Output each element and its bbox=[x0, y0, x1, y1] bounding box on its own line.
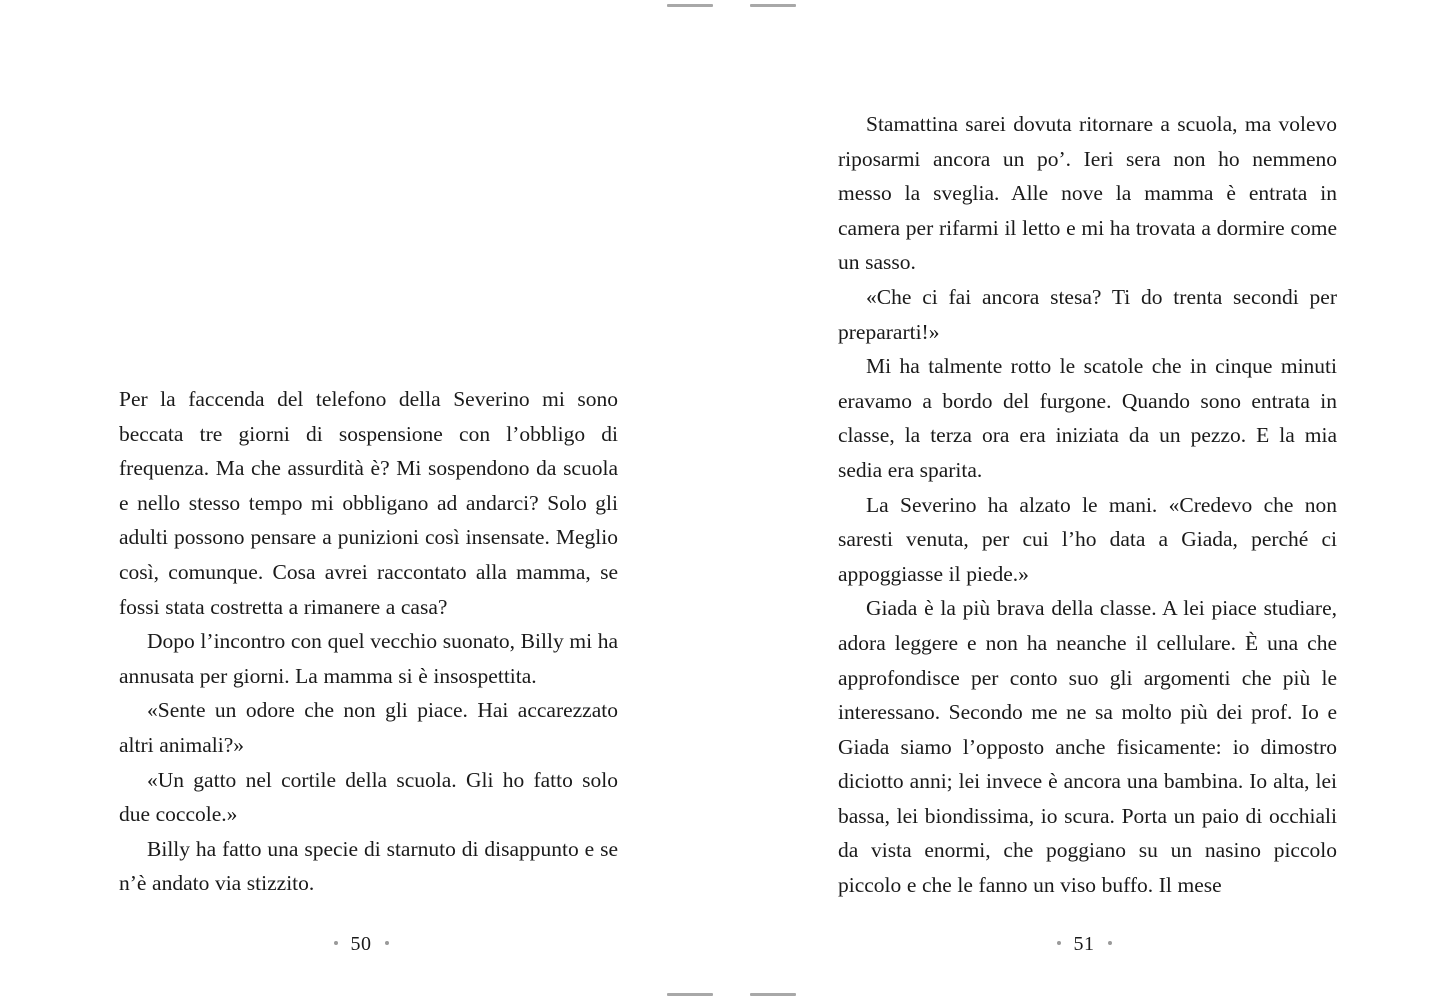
paragraph: La Severino ha alzato le mani. «Credevo che non saresti venuta, per cui l’ho data a Giada, perché ci appoggiasse il piede.» bbox=[838, 492, 1337, 586]
right-book-page bbox=[723, 0, 1445, 1000]
folio-number: 50 bbox=[350, 933, 372, 955]
paragraph: Stamattina sarei dovuta ritornare a scuola, ma volevo riposarmi ancora un po’. Ieri sera non ho nemmeno messo la sveglia. Alle nove la mamma è entrata in camera per rifarmi il letto e mi ha trovata a dormire come un sasso. bbox=[838, 112, 1337, 275]
paragraph: Dopo l’incontro con quel vecchio suonato, Billy mi ha annusata per giorni. La mamma si è insospettita. bbox=[119, 629, 618, 688]
left-book-page bbox=[0, 0, 722, 1000]
paragraph: Mi ha talmente rotto le scatole che in cinque minuti eravamo a bordo del furgone. Quando sono entrata in classe, la terza ora era iniziata da un pezzo. E la mia sedia era sparita. bbox=[838, 354, 1337, 482]
paragraph: Giada è la più brava della classe. A lei piace studiare, adora leggere e non ha neanche il cellulare. È una che approfondisce per conto suo gli argomenti che più le interessano. Secondo me ne sa molto più dei prof. Io e Giada siamo l’opposto anche fisicamente: io dimostro diciotto anni; lei invece è ancora una bambina. Io alta, lei bassa, lei biondissima, io scura. Porta un paio di occhiali da vista enormi, che poggiano su un nasino piccolo piccolo e che le fanno un viso buffo. Il mese bbox=[838, 596, 1337, 898]
folio-number: 51 bbox=[1073, 933, 1095, 955]
folio-dot-right-icon bbox=[1108, 941, 1112, 945]
paragraph: «Sente un odore che non gli piace. Hai accarezzato altri animali?» bbox=[119, 698, 618, 757]
paragraph: Per la faccenda del telefono della Severino mi sono beccata tre giorni di sospensione con l’obbligo di frequenza. Ma che assurdità è? Mi sospendono da scuola e nello stesso tempo mi obbligano ad andarci? Solo gli adulti possono pensare a punizioni così insensate. Meglio così, comunque. Cosa avrei raccontato alla mamma, se fossi stata costretta a rimanere a casa? bbox=[119, 387, 618, 619]
right-page-body-text bbox=[838, 107, 1337, 903]
paragraph: «Un gatto nel cortile della scuola. Gli ho fatto solo due coccole.» bbox=[119, 767, 618, 827]
folio-dot-right-icon bbox=[385, 941, 389, 945]
left-page-body-text bbox=[119, 382, 618, 901]
paragraph: Billy ha fatto una specie di starnuto di disappunto e se n’è andato via stizzito. bbox=[119, 836, 618, 896]
right-page-folio bbox=[723, 933, 1445, 956]
paragraph: «Che ci fai ancora stesa? Ti do trenta secondi per prepararti!» bbox=[838, 284, 1337, 344]
left-page-folio bbox=[0, 933, 722, 956]
